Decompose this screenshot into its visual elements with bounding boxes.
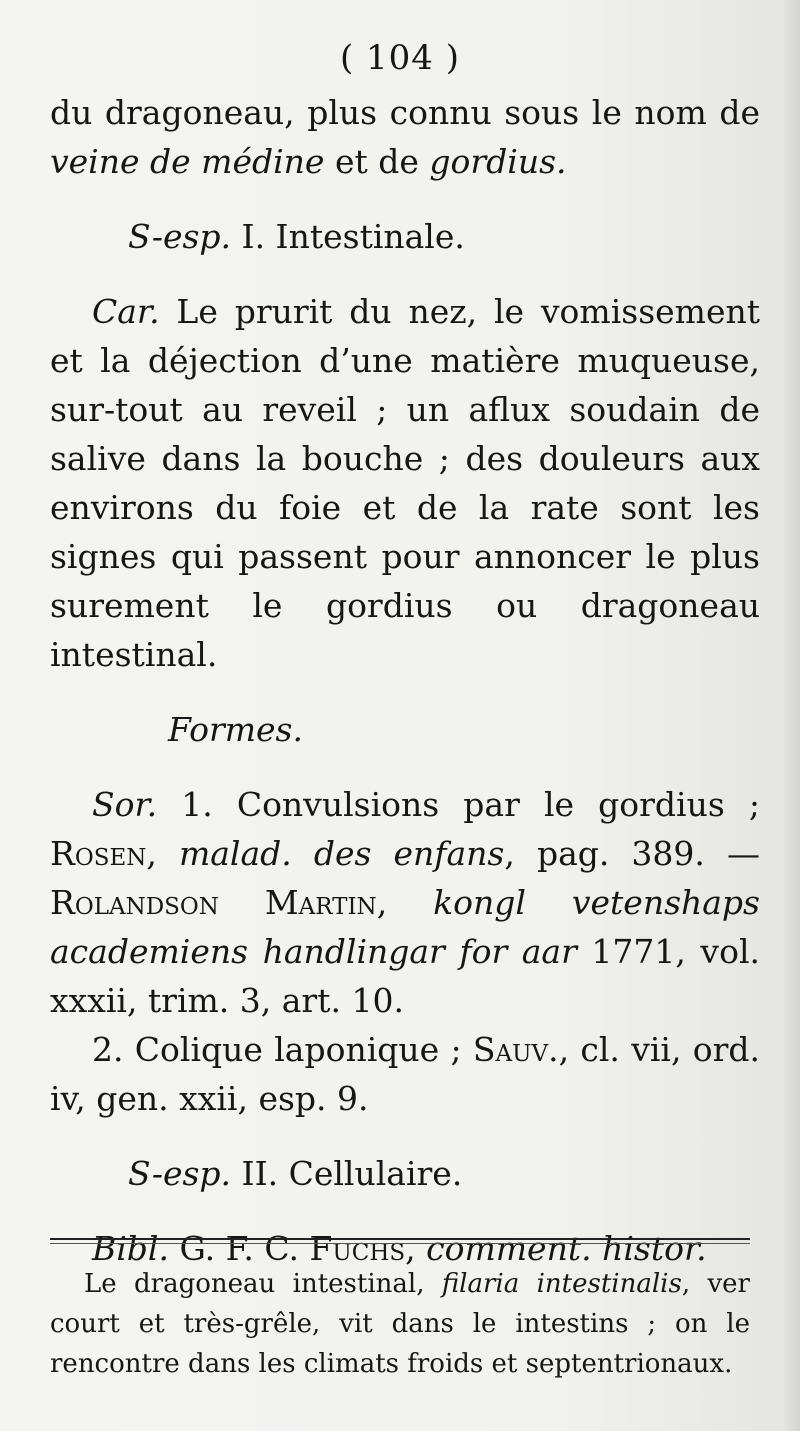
subspecies-2-title: II. Cellulaire. (231, 1154, 463, 1193)
bibliography-text-2: , (405, 1229, 427, 1268)
item-2-text-1: 2. Colique laponique ; (92, 1030, 473, 1069)
intro-italic-gordius: gordius. (429, 142, 567, 181)
page-spine-shadow (782, 0, 800, 1431)
author-fuchs: Fuchs (309, 1229, 406, 1268)
title-comment-histor: comment. histor. (426, 1229, 707, 1268)
subspecies-2-label: S-esp. (128, 1154, 232, 1193)
footnote (50, 1264, 750, 1384)
sorts-text-5: 1771, vol. xxxii, trim. 3, art. 10. (50, 932, 760, 1020)
page-number: ( 104 ) (339, 38, 461, 78)
bibliography-text-1: G. F. C. (168, 1229, 310, 1268)
intro-text-1: du dragoneau, plus connu sous le nom de (50, 93, 760, 132)
formes-label: Formes. (168, 710, 303, 749)
sorts-text-2: , (146, 834, 179, 873)
bibliography-label: Bibl. (92, 1229, 169, 1268)
subspecies-2-heading (50, 1149, 760, 1198)
item-2-paragraph (50, 1025, 760, 1123)
intro-italic-veine: veine (50, 142, 140, 181)
footnote-rule (50, 1238, 750, 1240)
footnote-text-2: , ver court et très-grêle, vit dans le intestins ; on le rencontre dans les climats froids et septentrionaux. (50, 1269, 750, 1379)
title-malad: malad. des enfans (178, 834, 505, 873)
formes-heading (50, 705, 760, 754)
footnote-text-1: Le dragoneau intestinal, (84, 1269, 442, 1299)
characters-text: Le prurit du nez, le vomissement et la déjection d’une matière muqueuse, sur-tout au reveil ; un aflux soudain de salive dans la bouche ; des douleurs aux environs du foie et de la rate sont les signes qui passent pour annoncer le plus surement le gordius ou dragoneau intestinal. (50, 292, 760, 674)
characters-paragraph (50, 287, 760, 679)
title-kongl: kongl vetenshaps academiens handlingar for aar (50, 883, 760, 971)
intro-paragraph (50, 88, 760, 186)
subspecies-title: I. Intestinale. (231, 217, 465, 256)
footnote-rule-thin (50, 1243, 750, 1244)
footnote-italic-filaria: filaria intestinalis (441, 1269, 682, 1299)
sorts-text-3: , pag. 389. — (504, 834, 760, 873)
main-text (50, 88, 760, 1273)
characters-label: Car. (92, 292, 160, 331)
item-2-text-2: , cl. vii, ord. iv, gen. xxii, esp. 9. (50, 1030, 760, 1118)
subspecies-1-heading (50, 212, 760, 261)
intro-italic-medine: de médine (150, 142, 325, 181)
sorts-text-1: 1. Convulsions par le gordius ; (157, 785, 760, 824)
author-sauv: Sauv. (472, 1030, 559, 1069)
author-rosen: Rosen (50, 834, 147, 873)
sorts-label: Sor. (92, 785, 158, 824)
author-rolandson-martin: Rolandson Martin (50, 883, 377, 922)
intro-text-2: et de (324, 142, 430, 181)
sorts-text-4: , (376, 883, 434, 922)
footnote-paragraph (50, 1264, 750, 1384)
sorts-paragraph (50, 780, 760, 1025)
subspecies-label: S-esp. (128, 217, 232, 256)
